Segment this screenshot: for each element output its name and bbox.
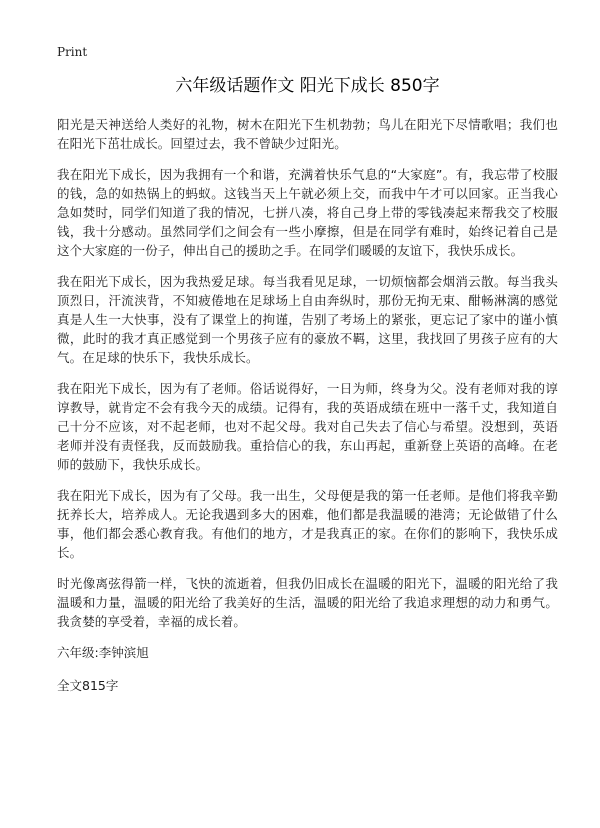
article-paragraph-1: 阳光是天神送给人类好的礼物，树木在阳光下生机勃勃；鸟儿在阳光下尽情歌唱；我们也在阳光下茁壮成长。回望过去，我不曾缺少过阳光。 xyxy=(57,117,558,151)
article-paragraph-4: 我在阳光下成长，因为有了老师。俗话说得好，一日为师，终身为父。没有老师对我的谆谆教导，就肯定不会有我今天的成绩。记得有，我的英语成绩在班中一落千丈，我知道自己十分不应该，对不起老师，也对不起父母。我对自己失去了信心与希望。没想到，英语老师并没有责怪我，反而鼓励我。重拾信心的我，东山再起，重新登上英语的高峰。在老师的鼓励下，我快乐成长。 xyxy=(57,381,558,472)
article-paragraph-5: 我在阳光下成长，因为有了父母。我一出生，父母便是我的第一任老师。是他们将我辛勤抚养长大，培养成人。无论我遇到多大的困难，他们都是我温暖的港湾；无论做错了什么事，他们都会悉心教育我。有他们的地方，才是我真正的家。在你们的影响下，我快乐成长。 xyxy=(57,488,558,560)
print-link[interactable]: Print xyxy=(57,45,88,59)
article-paragraph-3: 我在阳光下成长，因为我热爱足球。每当我看见足球，一切烦恼都会烟消云散。每当我头顶烈日，汗流浃背，不知疲倦地在足球场上自由奔纵时，那份无拘无束、酣畅淋漓的感觉真是人生一大快事，没有了课堂上的拘谨，告别了考场上的紧张，更忘记了家中的谨小慎微，此时的我才真正感觉到一个男孩子应有的豪放不羁，这里，我找回了男孩子应有的大气。在足球的快乐下，我快乐成长。 xyxy=(57,274,558,365)
article-paragraph-6: 时光像离弦得箭一样，飞快的流逝着，但我仍旧成长在温暖的阳光下，温暖的阳光给了我温暖和力量，温暖的阳光给了我美好的生活，温暖的阳光给了我追求理想的动力和勇气。我贪婪的享受着，幸福的成长着。 xyxy=(57,576,558,629)
author-line: 六年级:李钟滨旭 xyxy=(57,645,149,660)
article-title: 六年级话题作文 阳光下成长 850字 xyxy=(175,76,440,96)
word-count: 全文815字 xyxy=(57,678,119,693)
article-paragraph-2: 我在阳光下成长，因为我拥有一个和谐，充满着快乐气息的“大家庭”。有，我忘带了校服的钱，急的如热锅上的蚂蚁。这钱当天上午就必须上交，而我中午才可以回家。正当我心急如焚时，同学们知道了我的情况，七拼八凑，将自己身上带的零钱凑起来帮我交了校服钱，我十分感动。虽然同学们之间会有一些小摩擦，但是在同学有难时，始终记着自己是这个大家庭的一份子，伸出自己的援助之手。在同学们暖暖的友谊下，我快乐成长。 xyxy=(57,167,558,258)
